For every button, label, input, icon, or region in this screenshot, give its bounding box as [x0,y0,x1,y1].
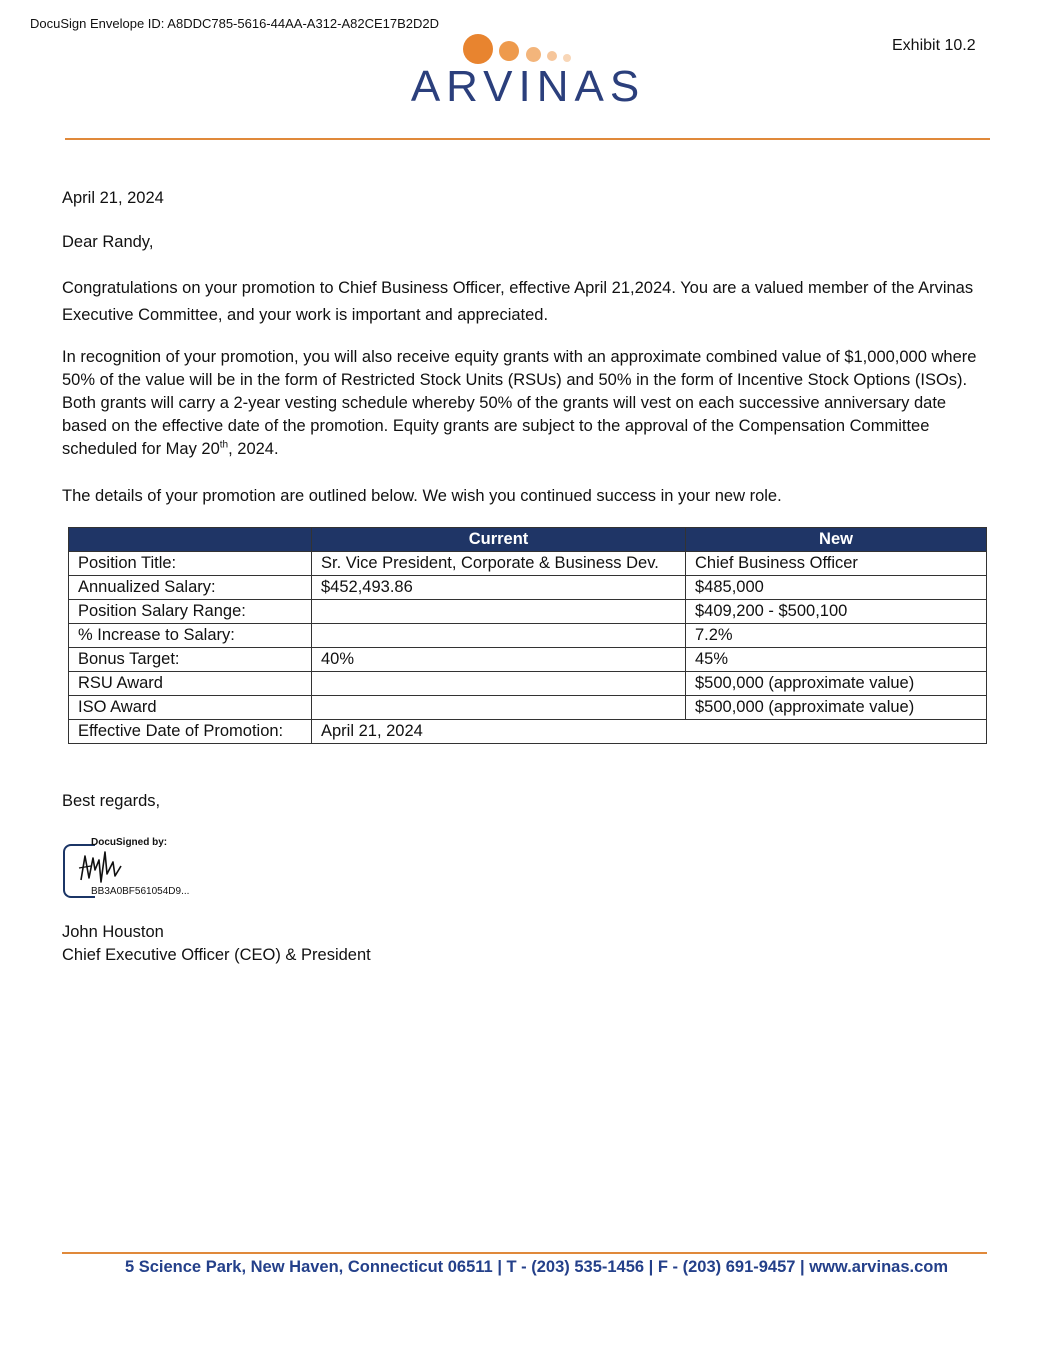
table-row [69,648,987,672]
table-cell: 45% [686,648,987,672]
table-cell: Position Salary Range: [69,600,312,624]
docusign-signature [63,837,213,897]
equity-text: In recognition of your promotion, you will also receive equity grants with an approximate combined value of $1,000,000 where 50% of the value will be in the form of Restricted Stock Units (RSUs) and 50% in the form of Incentive Stock Options (ISOs). Both grants will carry a 2-year vesting schedule whereby 50% of the grants will vest on each successive anniversary date based on the effective date of the promotion. Equity grants are subject to the approval of the Compensation Committee scheduled for May 20 [62,348,977,458]
letter-date: April 21, 2024 [62,189,164,207]
table-cell: Sr. Vice President, Corporate & Business Dev. [312,552,686,576]
table-row [69,696,987,720]
table-cell: RSU Award [69,672,312,696]
paragraph-promotion: Congratulations on your promotion to Chief Business Officer, effective April 21,2024. You are a valued member of the Arvinas Executive Committee, and your work is important and appreciated. [62,279,974,324]
paragraph-details: The details of your promotion are outlined below. We wish you continued success in your new role. [62,487,782,505]
footer-address: 5 Science Park, New Haven, Connecticut 06511 | T - (203) 535-1456 | F - (203) 691-9457 | www.arvinas.com [124,1258,949,1276]
table-header: New [686,528,987,552]
table-cell: $409,200 - $500,100 [686,600,987,624]
handwritten-signature-icon [75,848,135,888]
table-row [69,672,987,696]
signer-title: Chief Executive Officer (CEO) & President [62,946,371,964]
table-cell [312,672,686,696]
promotion-table [68,527,987,744]
table-cell: 40% [312,648,686,672]
table-cell: Position Title: [69,552,312,576]
table-cell [312,624,686,648]
table-cell [312,696,686,720]
salutation: Dear Randy, [62,233,154,251]
table-cell: $500,000 (approximate value) [686,672,987,696]
table-row [69,720,987,744]
table-cell: ISO Award [69,696,312,720]
table-row [69,552,987,576]
table-row [69,624,987,648]
closing: Best regards, [62,792,161,810]
paragraph-equity [62,346,992,461]
table-cell: Effective Date of Promotion: [69,720,312,744]
table-cell: $500,000 (approximate value) [686,696,987,720]
signature-code: BB3A0BF561054D9... [91,886,190,897]
exhibit-label: Exhibit 10.2 [892,37,976,54]
signer-name: John Houston [62,923,164,941]
docusigned-label: DocuSigned by: [91,837,168,848]
logo-wordmark: ARVINAS [410,62,646,111]
table-header [69,528,312,552]
table-row [69,600,987,624]
table-cell: 7.2% [686,624,987,648]
table-cell: % Increase to Salary: [69,624,312,648]
equity-text-end: , 2024. [228,440,279,458]
table-cell: Chief Business Officer [686,552,987,576]
table-cell [312,600,686,624]
table-cell: Bonus Target: [69,648,312,672]
table-cell: $452,493.86 [312,576,686,600]
table-header: Current [312,528,686,552]
table-cell: April 21, 2024 [312,720,987,744]
header-divider [65,138,990,140]
date-superscript: th [219,439,229,451]
envelope-id: DocuSign Envelope ID: A8DDC785-5616-44AA-A312-A82CE17B2D2D [30,16,440,31]
table-header-row [69,528,987,552]
footer-divider [62,1252,987,1254]
table-cell: $485,000 [686,576,987,600]
table-row [69,576,987,600]
table-cell: Annualized Salary: [69,576,312,600]
